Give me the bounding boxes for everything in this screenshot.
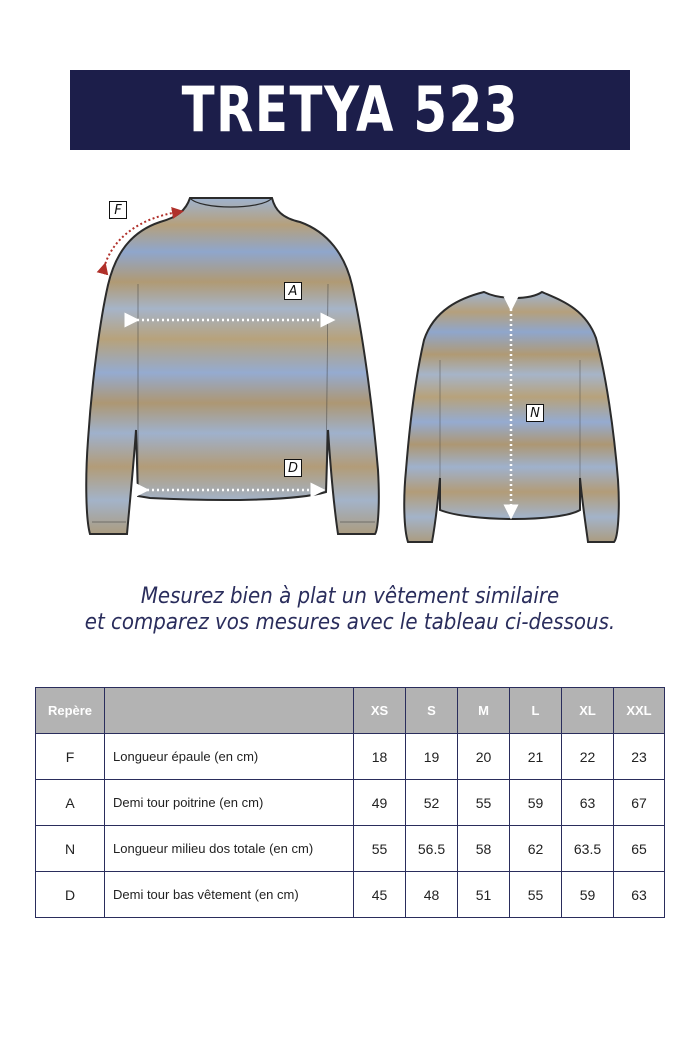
row-label: Demi tour bas vêtement (en cm) [105,872,354,918]
header-description [105,688,354,734]
cell-value: 22 [562,734,614,780]
instructions-line-2: et comparez vos mesures avec le tableau ci-dessous. [84,610,616,635]
row-code: A [36,780,105,826]
marker-f: F [109,201,127,219]
table-row [36,734,665,780]
cell-value: 18 [354,734,406,780]
garment-illustration [0,160,700,560]
measurement-instructions [0,584,700,636]
instructions-line-1: Mesurez bien à plat un vêtement similaire [140,584,560,609]
front-sweater [86,198,379,534]
cell-value: 23 [614,734,665,780]
row-code: N [36,826,105,872]
row-label: Longueur épaule (en cm) [105,734,354,780]
cell-value: 20 [458,734,510,780]
cell-value: 58 [458,826,510,872]
row-label: Demi tour poitrine (en cm) [105,780,354,826]
cell-value: 63.5 [562,826,614,872]
cell-value: 63 [562,780,614,826]
header-size-l: L [510,688,562,734]
header-size-xs: XS [354,688,406,734]
row-code: D [36,872,105,918]
cell-value: 52 [406,780,458,826]
row-code: F [36,734,105,780]
cell-value: 19 [406,734,458,780]
title-banner [70,70,630,150]
cell-value: 67 [614,780,665,826]
cell-value: 48 [406,872,458,918]
header-repere: Repère [36,688,105,734]
cell-value: 51 [458,872,510,918]
cell-value: 56.5 [406,826,458,872]
table-row [36,780,665,826]
cell-value: 21 [510,734,562,780]
table-row [36,872,665,918]
header-size-xl: XL [562,688,614,734]
cell-value: 55 [354,826,406,872]
marker-a: A [284,282,302,300]
cell-value: 63 [614,872,665,918]
cell-value: 62 [510,826,562,872]
marker-n: N [526,404,544,422]
header-size-xxl: XXL [614,688,665,734]
size-table [35,687,665,918]
header-size-s: S [406,688,458,734]
page-title: TRETYA 523 [181,73,519,146]
sweater-drawings [0,160,700,560]
table-header-row [36,688,665,734]
cell-value: 59 [562,872,614,918]
table-row [36,826,665,872]
header-size-m: M [458,688,510,734]
cell-value: 59 [510,780,562,826]
cell-value: 55 [458,780,510,826]
cell-value: 45 [354,872,406,918]
cell-value: 65 [614,826,665,872]
marker-d: D [284,459,302,477]
cell-value: 55 [510,872,562,918]
cell-value: 49 [354,780,406,826]
row-label: Longueur milieu dos totale (en cm) [105,826,354,872]
